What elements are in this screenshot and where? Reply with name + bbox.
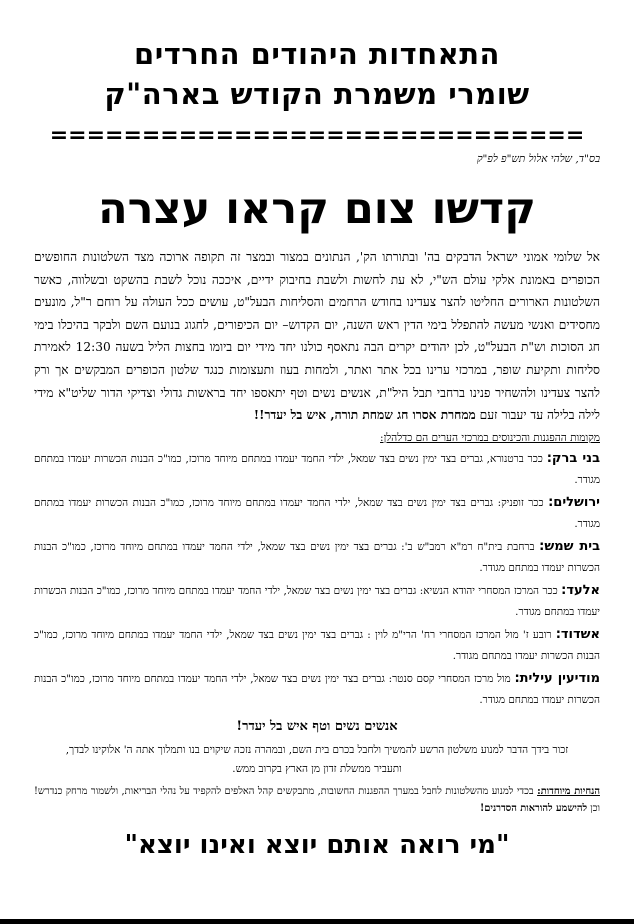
location-city: ירושלים: [548,494,600,510]
org-name-line2: שומרי משמרת הקודש בארה"ק [104,77,530,111]
prayer-text: זכור בידך הדבר למנוע משלטון הרשע להמשיך ולחבל בכרם בית השם, ובמהרה נזכה שיקוים בנו ותמלוך אתה ה' אלוקינו לבדך, ותעביר ממשלת זדון מן הארץ בקרוב ממש. [65,743,569,775]
location-text: ככר זופניק: גברים בצד ימין נשים בצד שמאל, ילדי החמד יעמדו במתחם מיוחד מרוכז, כמו"כ הבנות הכשרות יעמדו במתחם מגודר. [34,496,600,530]
location-city: אלעד: [561,582,600,598]
call-to-attend: אנשים נשים וטף איש בל יעדר! [236,718,398,734]
location-item [34,668,600,711]
org-name-line1: התאחדות היהודים החרדים [134,37,500,71]
main-title: קדשו צום קראו עצרה [98,184,536,234]
body-paragraph [34,246,600,427]
special-instructions [34,783,600,817]
location-city: אשדוד: [555,626,600,642]
locations-heading: מקומות ההפגנות והכינוסים במרכזי הערים הם כדלהלן: [380,431,600,444]
dateline: בס"ד, שלהי אלול תש"פ לפ"ק [476,153,600,165]
location-text: מול מרכז המסחרי קסם סנטר: גברים בצד ימין נשים בצד שמאל, ילדי החמד יעמדו במתחם מיוחד מרוכז, כמו"כ הבנות הכשרות יעמדו במתחם מגודר. [34,672,600,706]
location-item [34,624,600,667]
instructions-end: להישמע להוראות הסדרנים! [479,802,588,814]
location-city: מודיעין עילית: [514,670,600,686]
separator-line: ============================= [49,124,585,148]
body-text-end: ממחרת אסרו חג שמחת תורה, איש בל יעדר!! [253,408,476,423]
location-text: ברחבת בית"ח רמ"א רמב"ש ב': גברים בצד ימין נשים בצד שמאל, ילדי החמד יעמדו במתחם מיוחד מרוכז, כמו"כ הבנות הכשרות יעמדו במתחם מגודר. [34,540,600,574]
location-text: רובע ז' מול המרכז המסחרי רח' הרי"מ לוין : גברים בצד ימין נשים בצד שמאל, ילדי החמד יעמדו במתחם מיוחד מרוכז, כמו"כ הבנות הכשרות יעמדו במתחם מגודר. [34,628,600,662]
location-text: ככר המרכז המסחרי יהודא הנשיא: גברים בצד ימין נשים בצד שמאל, ילדי החמד יעמדו במתחם מיוחד מרוכז, כמו"כ הבנות הכשרות יעמדו במתחם מגודר. [34,584,600,618]
location-item [34,580,600,623]
instructions-text: בכדי למנוע מהשלטונות לחבל במערך ההפגנות החשובות, מתבקשים קהל האלפים להקפיד על נהלי הבריאות, ולשמור מרחק כנדרש! וכן [34,785,600,814]
body-text: אל שלומי אמוני ישראל הדבקים בה' ובתורתו הק', הנתונים במצור ובמצר זה תקופה ארוכה מצד השלטונות החופשים הכופרים באמונת אלקי עולם הש"י, לא עת לחשות ולשבת בחיבוק ידיים, איככה נוכל לשבת בהשקט ובשלווה, כאשר השלטונות הארורים החליטו להצר צעדינו בחודש הרחמים והסליחות הבעל"ט, עושים ככל העולה על רוחם ר"ל, מונעים מחסידים ואנשי מעשה להתפלל בימי הדין ראש השנה, יום הקדוש– יום הכיפורים, לחגוג בנועם השם ולבקר בהיכלו בימי חג הסוכות וש"ת הבעל"ט, לכן יהודים יקרים הבה נתאסף כולנו יחד מידי יום ביומו בחצות הליל בשעה 12:30 לאמירת סליחות ותקיעת שופר, במרכזי ערינו בכל אתר ואתר, ולמחות בעוז ותעצומות כנגד שלטון הכופרים המבקשים אך ורק להצר צעדינו ולהשחיר פנינו ברחבי תבל היל"ת, אנשים נשים וטף יתאספו יחד בראשות גדולי וצדיקי הדור שליט"א מידי לילה בלילה עד יעבור זעם [34,250,600,423]
location-text: ככר ברטנורא, גברים בצד ימין נשים בצד שמאל, ילדי החמד יעמדו במתחם מיוחד מרוכז, כמו"כ הבנות הכשרות יעמדו במתחם מגודר. [34,452,600,486]
closing-slogan: "מי רואה אותם יוצא ואינו יוצא" [124,829,510,860]
bottom-rule [0,919,634,924]
location-item [34,448,600,491]
location-city: בית שמש: [539,538,600,554]
location-item [34,536,600,579]
instructions-label: הנחיות מיוחדות: [537,785,600,797]
location-item [34,492,600,535]
location-city: בני ברק: [546,450,600,466]
